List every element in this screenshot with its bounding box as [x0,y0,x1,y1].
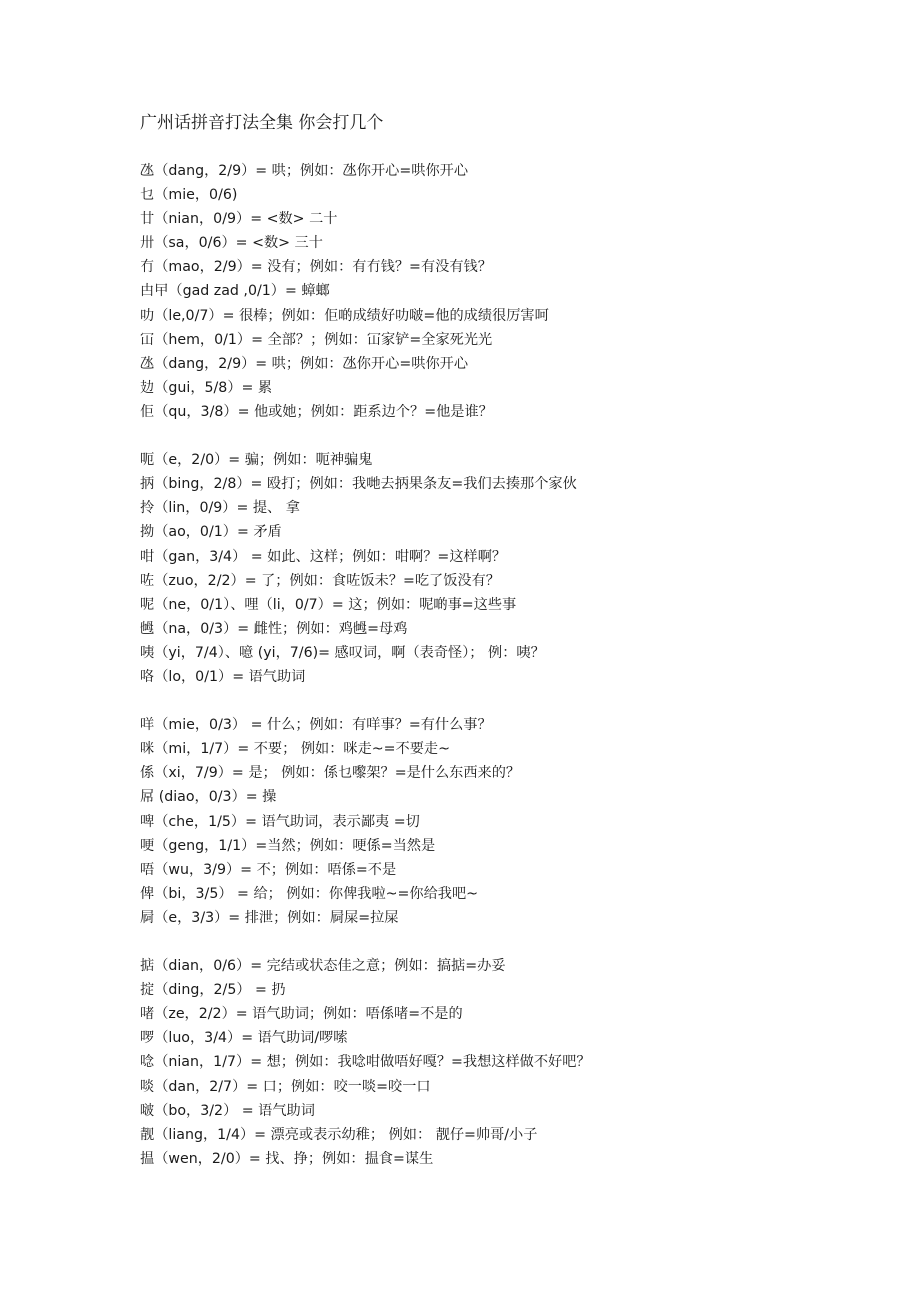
entry-line: 咩（mie，0/3） = 什么；例如：有咩事？=有什么事？ [140,717,492,734]
entry-line: 咦（yi，7/4）、噫 (yi，7/6)= 感叹词，啊（表奇怪）； 例：咦？ [140,644,545,661]
entry-line: 咁（gan，3/4） = 如此、这样；例如：咁啊？=这样啊？ [140,548,507,565]
entry-group-4 [140,954,860,1171]
entry-group-1 [140,159,860,424]
entry-line: 攰（gui，5/8）= 累 [140,379,273,396]
entry-line: 呢（ne，0/1）、哩（li，0/7）= 这；例如：呢啲事=这些事 [140,596,517,613]
paragraph-gap [140,930,860,954]
paragraph-gap [140,689,860,713]
entry-group-2 [140,448,860,689]
paragraph-gap [140,424,860,448]
entry-line: 掂（dian，0/6）= 完结或状态佳之意；例如：搞掂=办妥 [140,958,506,975]
entry-line: 廿（nian，0/9）= <数> 二十 [140,211,338,228]
entry-line: 呃（e，2/0）= 骗；例如：呃神骗鬼 [140,452,373,469]
entry-line: 咗（zuo，2/2）= 了；例如：食咗饭未？=吃了饭没有？ [140,572,500,589]
entry-line: 乜（mie，0/6) [140,187,238,204]
entry-line: 屙（e，3/3）= 排泄；例如：屙屎=拉屎 [140,909,399,926]
entry-line: 拎（lin，0/9）= 提、 拿 [140,500,300,517]
entry-line: 佢（qu，3/8）= 他或她；例如：距系边个？=他是谁？ [140,403,493,420]
page-title: 广州话拼音打法全集 你会打几个 [140,113,384,133]
entry-line: 咯（lo，0/1）= 语气助词 [140,668,306,685]
entry-line: 咪（mi，1/7）= 不要； 例如：咪走~=不要走~ [140,741,450,758]
entry-line: 係（xi，7/9）= 是； 例如：係乜嚟架？=是什么东西来的？ [140,765,521,782]
entry-line: 抦（bing，2/8）= 殴打；例如：我哋去抦果条友=我们去揍那个家伙 [140,476,577,493]
entry-line: 揾（wen，2/0）= 找、挣；例如：揾食=谋生 [140,1150,434,1167]
entry-line: 靓（liang，1/4）= 漂亮或表示幼稚； 例如： 靓仔=帅哥/小子 [140,1126,538,1143]
entry-line: 掟（ding，2/5） = 扔 [140,982,286,999]
entry-line: 唸（nian，1/7）= 想；例如：我唸咁做唔好嘎？=我想这样做不好吧？ [140,1054,591,1071]
entry-line: 冇（mao，2/9）= 没有；例如：有冇钱？=有没有钱？ [140,259,492,276]
entry-line: 俾（bi，3/5） = 给； 例如：你俾我啦~=你给我吧~ [140,885,479,902]
document-body [140,159,860,1171]
entry-line: 甴曱（gad zad ,0/1）= 蟑螂 [140,283,330,300]
entry-line: 啰（luo，3/4）= 语气助词/啰嗦 [140,1030,348,1047]
entry-group-3 [140,713,860,930]
entry-line: 屌 (diao，0/3）= 操 [140,789,277,806]
entry-line: 氹（dang，2/9）= 哄；例如：氹你开心=哄你开心 [140,163,469,179]
entry-line: 哽（geng，1/1）=当然；例如：哽係=当然是 [140,837,436,854]
entry-line: 叻（le,0/7）= 很棒；例如：佢啲成绩好叻啵=他的成绩很厉害呵 [140,307,549,324]
entry-line: 唔（wu，3/9）= 不；例如：唔係=不是 [140,861,397,878]
entry-line: 卅（sa，0/6）= <数> 三十 [140,235,323,252]
entry-line: 啖（dan，2/7）= 口；例如：咬一啖=咬一口 [140,1078,431,1095]
entry-line: 乸（na，0/3）= 雌性；例如：鸡乸=母鸡 [140,620,408,637]
entry-line: 拗（ao，0/1）= 矛盾 [140,524,282,541]
entry-line: 冚（hem，0/1）= 全部？；例如：冚家铲=全家死光光 [140,331,493,348]
entry-line: 啫（ze，2/2）= 语气助词；例如：唔係啫=不是的 [140,1006,463,1023]
entry-line: 啤（che，1/5）= 语气助词，表示鄙夷 =切 [140,813,420,830]
entry-line: 氹（dang，2/9）= 哄；例如：氹你开心=哄你开心 [140,355,469,372]
entry-line: 啵（bo，3/2） = 语气助词 [140,1102,315,1119]
